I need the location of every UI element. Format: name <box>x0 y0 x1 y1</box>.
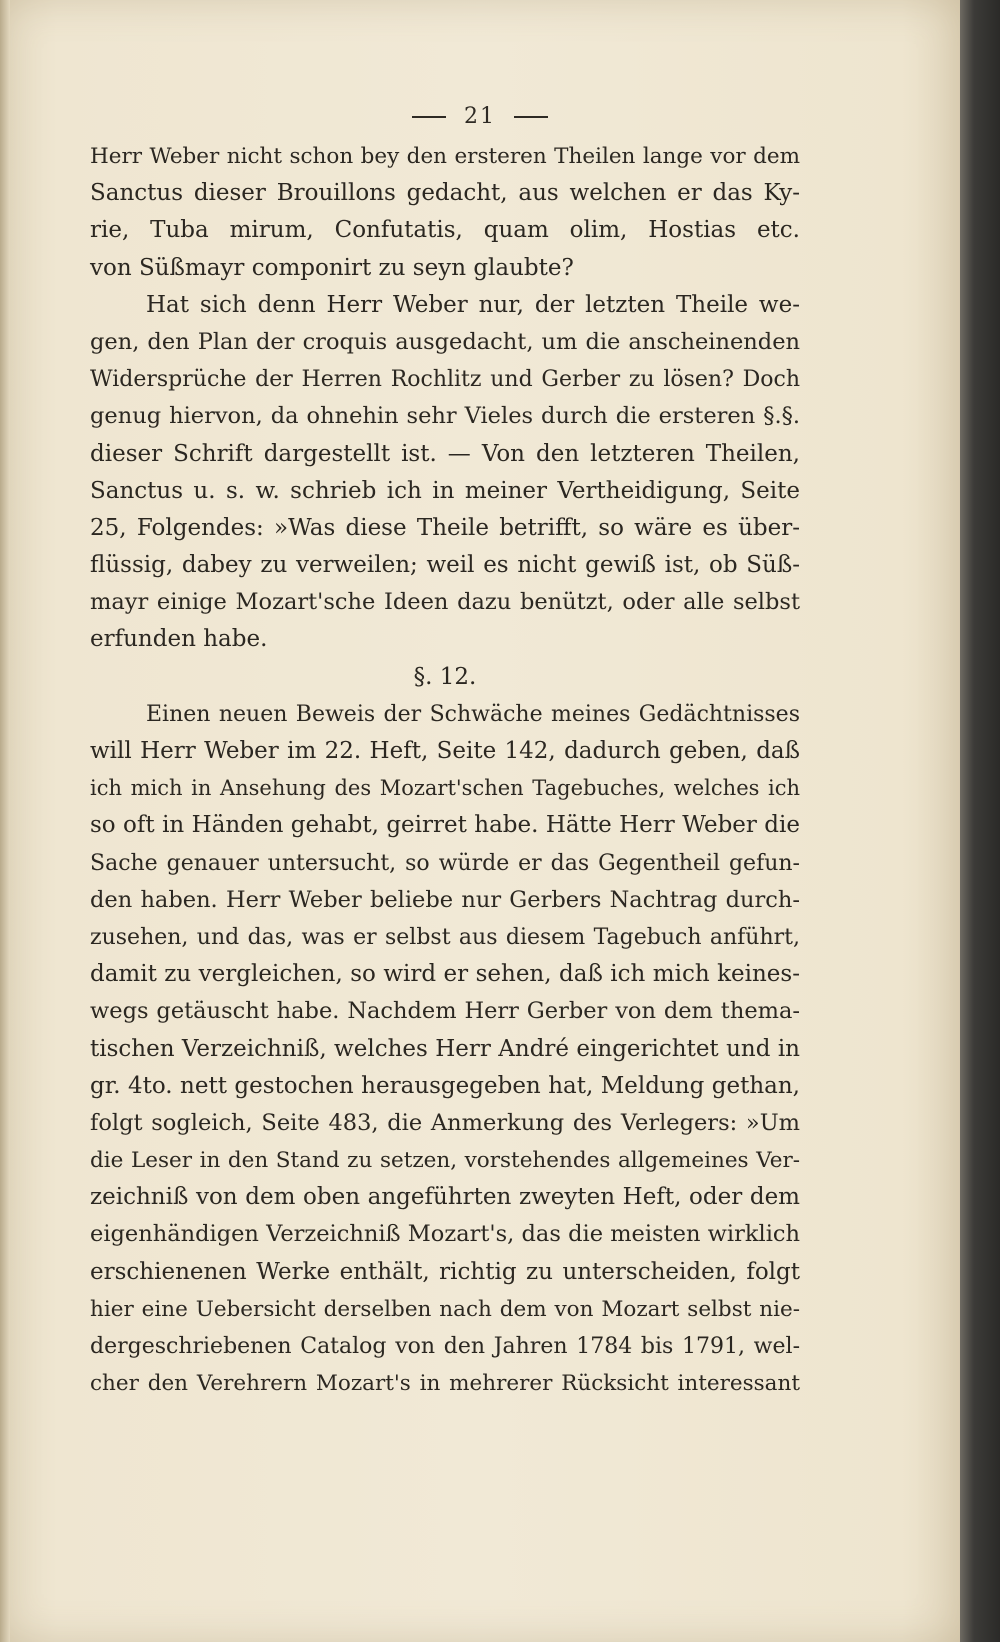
text-line: eigenhändigen Verzeichniß Mozart's, das die meisten wirklich <box>90 1221 800 1248</box>
text-line: die Leser in den Stand zu setzen, vorstehendes allgemeines Ver- <box>90 1148 800 1174</box>
text-line: damit zu vergleichen, so wird er sehen, daß ich mich keines- <box>90 961 800 988</box>
text-line: mayr einige Mozart'sche Ideen dazu benützt, oder alle selbst <box>90 589 800 616</box>
text-line: gr. 4to. nett gestochen herausgegeben hat, Meldung gethan, <box>90 1072 800 1099</box>
text-line: will Herr Weber im 22. Heft, Seite 142, dadurch geben, daß <box>90 738 800 764</box>
text-line: flüssig, dabey zu verweilen; weil es nicht gewiß ist, ob Süß- <box>90 552 800 579</box>
text-line: Herr Weber nicht schon bey den ersteren Theilen lange vor dem <box>90 144 800 169</box>
text-line: hier eine Uebersicht derselben nach dem von Mozart selbst nie- <box>90 1296 800 1322</box>
text-line: zeichniß von dem oben angeführten zweyten Heft, oder dem <box>90 1184 800 1211</box>
page-edge <box>0 0 10 1642</box>
body-text <box>90 138 800 1402</box>
text-line: von Süßmayr componirt zu seyn glaubte? <box>90 254 574 281</box>
book-binding <box>960 0 1000 1642</box>
text-line: so oft in Händen gehabt, geirret habe. Hätte Herr Weber die <box>90 812 800 839</box>
header-dash-left <box>412 116 446 118</box>
text-line: dergeschriebenen Catalog von den Jahren 1784 bis 1791, wel- <box>90 1334 800 1359</box>
text-line: Sanctus dieser Brouillons gedacht, aus welchen er das Ky- <box>90 180 800 207</box>
text-line: Sache genauer untersucht, so würde er das Gegentheil gefun- <box>90 850 800 876</box>
text-line: rie, Tuba mirum, Confutatis, quam olim, Hostias etc. <box>90 217 800 244</box>
text-line: 25, Folgendes: »Was diese Theile betrifft, so wäre es über- <box>90 514 800 541</box>
text-line: Sanctus u. s. w. schrieb ich in meiner Vertheidigung, Seite <box>90 477 800 504</box>
page-number: 21 <box>464 104 496 129</box>
section-heading: §. 12. <box>413 663 477 690</box>
text-line: folgt sogleich, Seite 483, die Anmerkung des Verlegers: »Um <box>90 1109 800 1136</box>
text-line: Hat sich denn Herr Weber nur, der letzten Theile we- <box>146 291 800 318</box>
text-line: den haben. Herr Weber beliebe nur Gerbers Nachtrag durch- <box>90 886 800 913</box>
text-line: zusehen, und das, was er selbst aus diesem Tagebuch anführt, <box>90 924 800 950</box>
text-line: wegs getäuscht habe. Nachdem Herr Gerber von dem thema- <box>90 998 800 1025</box>
text-line: cher den Verehrern Mozart's in mehrerer Rücksicht interessant <box>90 1371 800 1397</box>
text-line: ich mich in Ansehung des Mozart'schen Tagebuches, welches ich <box>90 776 800 801</box>
text-line: Widersprüche der Herren Rochlitz und Gerber zu lösen? Doch <box>90 367 800 393</box>
text-line: dieser Schrift dargestellt ist. — Von den letzteren Theilen, <box>90 440 800 467</box>
header-dash-right <box>514 116 548 118</box>
page-header <box>0 104 960 129</box>
text-line: gen, den Plan der croquis ausgedacht, um die anscheinenden <box>90 328 800 355</box>
text-line: erfunden habe. <box>90 626 268 653</box>
text-line: erschienenen Werke enthält, richtig zu unterscheiden, folgt <box>90 1258 800 1285</box>
text-line: genug hiervon, da ohnehin sehr Vieles durch die ersteren §.§. <box>90 403 800 430</box>
text-line: Einen neuen Beweis der Schwäche meines Gedächtnisses <box>146 701 800 727</box>
text-line: tischen Verzeichniß, welches Herr André eingerichtet und in <box>90 1035 800 1062</box>
